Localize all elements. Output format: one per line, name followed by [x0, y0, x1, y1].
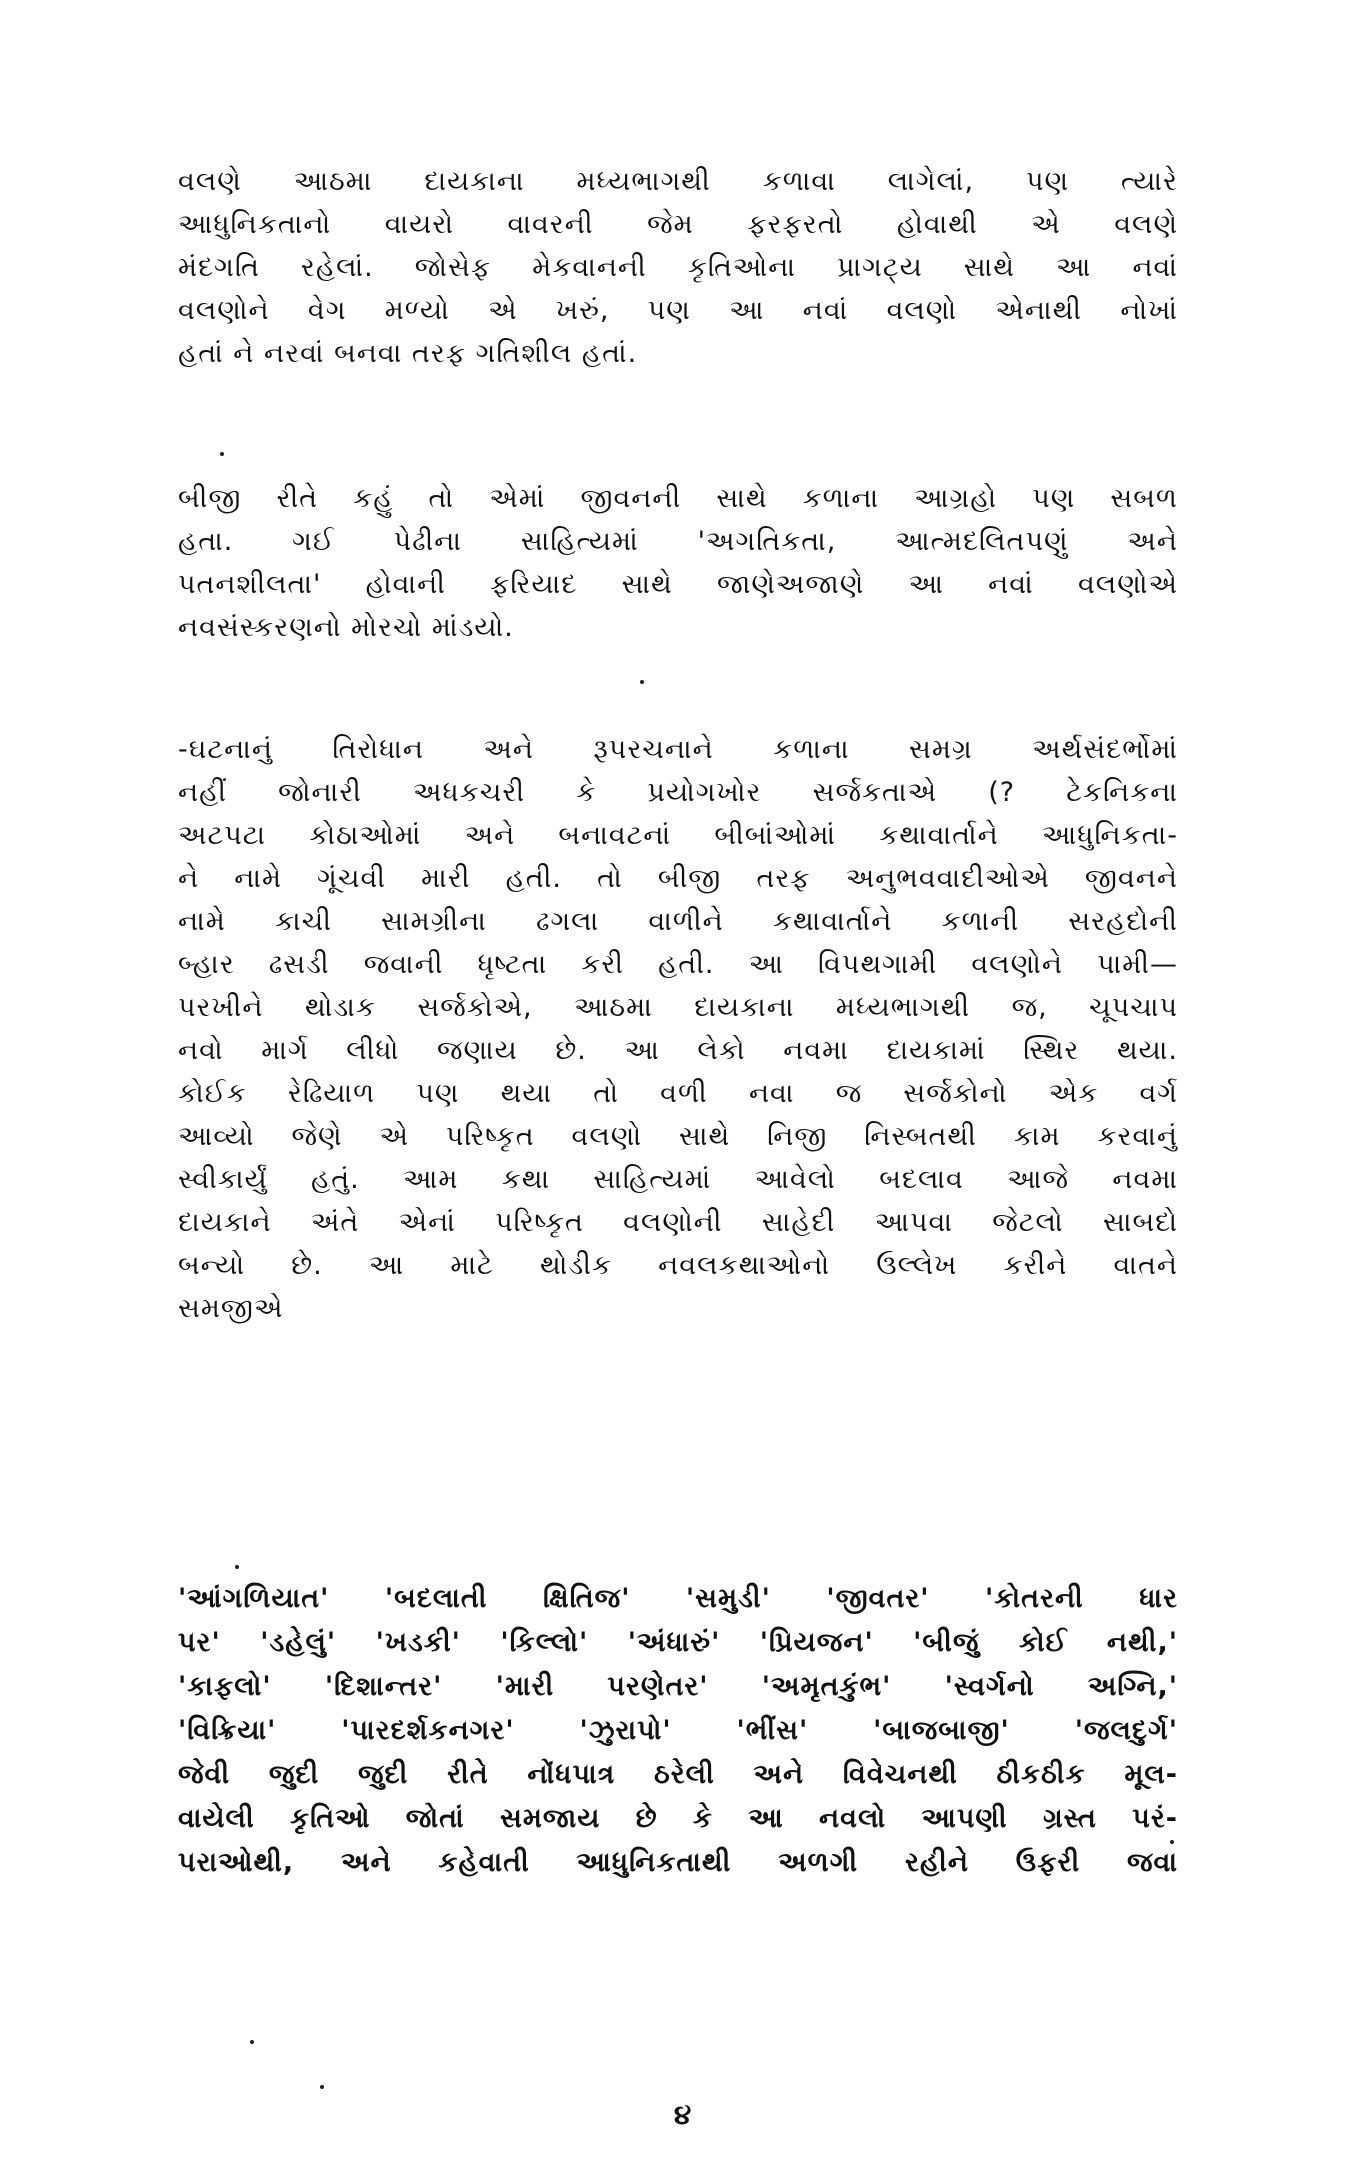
text-line: નવો માર્ગ લીધો જણાય છે. આ લેકો નવમા દાયકામાં સ્થિર થયા. — [178, 1035, 1178, 1066]
text-line: કોઈક રેઢિયાળ પણ થયા તો વળી નવા જ સર્જકોનો એક વર્ગ — [178, 1078, 1178, 1109]
paragraph-4 — [178, 1577, 1178, 1885]
text-line: -ઘટનાનું તિરોધાન અને રૂપરચનાને કળાના સમગ્ર અર્થસંદર્ભોમાં — [178, 734, 1178, 765]
text-line: જેવી જુદી જુદી રીતે નોંધપાત્ર ઠરેલી અને વિવેચનથી ઠીકઠીક મૂલ- — [178, 1759, 1178, 1790]
text-line: હતાં ને નરવાં બનવા તરફ ગતિશીલ હતાં. — [178, 338, 638, 369]
text-line: બ્હાર ઢસડી જવાની ધૃષ્ટતા કરી હતી. આ વિપથગામી વલણોને પામી— — [178, 949, 1178, 980]
text-line: નવસંસ્કરણનો મોરચો માંડયો. — [178, 612, 514, 643]
text-line: નામે કાચી સામગ્રીના ઢગલા વાળીને કથાવાર્તાને કળાની સરહદોની — [178, 906, 1178, 937]
scan-speck — [640, 680, 644, 684]
text-line: દાયકાને અંતે એનાં પરિષ્કૃત વલણોની સાહેદી આપવા જેટલો સાબદો — [178, 1207, 1178, 1238]
text-line: આધુનિકતાનો વાયરો વાવરની જેમ ફરફરતો હોવાથી એ વલણે — [178, 209, 1178, 240]
paragraph-3 — [178, 728, 1178, 1330]
text-line: નહીં જોનારી અધકચરી કે પ્રયોગખોર સર્જકતાએ (? ટેકનિકના — [178, 777, 1178, 808]
text-line: પર' 'ડહેલું' 'ખડકી' 'કિલ્લો' 'અંધારું' 'પ્રિયજન' 'બીજું કોઈ નથી,' — [178, 1627, 1178, 1658]
text-line: ને નામે ગૂંચવી મારી હતી. તો બીજી તરફ અનુભવવાદીઓએ જીવનને — [178, 863, 1178, 894]
paragraph-1 — [178, 160, 1178, 375]
text-line: પરાઓથી, અને કહેવાતી આધુનિકતાથી અળગી રહીને ઉફરી જવા — [178, 1847, 1178, 1878]
text-line: મંદગતિ રહેલાં. જોસેફ મેકવાનની કૃતિઓના પ્રાગટ્ય સાથે આ નવાં — [178, 252, 1178, 283]
text-line: 'વિક્રિયા' 'પારદર્શકનગર' 'ઝુરાપો' 'ભીંસ' 'બાજબાજી' 'જલદુર્ગ' — [178, 1715, 1178, 1746]
text-line: બન્યો છે. આ માટે થોડીક નવલકથાઓનો ઉલ્લેખ કરીને વાતને — [178, 1250, 1178, 1281]
scan-speck — [220, 452, 224, 456]
text-line: હતા. ગઈ પેઢીના સાહિત્યમાં 'અગતિકતા, આત્મદલિતપણું અને — [178, 526, 1178, 557]
paragraph-2 — [178, 477, 1178, 649]
page-number: ૪ — [673, 2098, 692, 2131]
text-line: પતનશીલતા' હોવાની ફરિયાદ સાથે જાણેઅજાણે આ નવાં વલણોએ — [178, 569, 1178, 600]
text-line: વલણે આઠમા દાયકાના મધ્યભાગથી કળાવા લાગેલાં, પણ ત્યારે — [178, 166, 1178, 197]
text-line: વલણોને વેગ મળ્યો એ ખરું, પણ આ નવાં વલણો એનાથી નોખાં — [178, 295, 1178, 326]
text-line: બીજી રીતે કહું તો એમાં જીવનની સાથે કળાના આગ્રહો પણ સબળ — [178, 483, 1178, 514]
text-line: અટપટા કોઠાઓમાં અને બનાવટનાં બીબાંઓમાં કથાવાર્તાને આધુનિકતા- — [178, 820, 1178, 851]
text-line: 'કાફલો' 'દિશાન્તર' 'મારી પરણેતર' 'અમૃતકુંભ' 'સ્વર્ગનો અગ્નિ,' — [178, 1671, 1178, 1702]
text-line: વાયેલી કૃતિઓ જોતાં સમજાય છે કે આ નવલો આપણી ગ્રસ્ત પરં- — [178, 1803, 1178, 1834]
text-line: સ્વીકાર્યું હતું. આમ કથા સાહિત્યમાં આવેલો બદલાવ આજે નવમા — [178, 1164, 1178, 1195]
scan-speck — [320, 2085, 324, 2089]
text-line: સમજીએ — [178, 1293, 284, 1324]
scan-speck — [250, 2040, 254, 2044]
text-line: આવ્યો જેણે એ પરિષ્કૃત વલણો સાથે નિજી નિસ્બતથી કામ કરવાનું — [178, 1121, 1178, 1152]
text-line: 'આંગળિયાત' 'બદલાતી ક્ષિતિજ' 'સમુડી' 'જીવતર' 'કોતરની ધાર — [178, 1583, 1178, 1614]
scan-speck — [1170, 1840, 1174, 1844]
scan-speck — [235, 1565, 239, 1569]
text-line: પરખીને થોડાક સર્જકોએ, આઠમા દાયકાના મધ્યભાગથી જ, ચૂપચાપ — [178, 992, 1178, 1023]
